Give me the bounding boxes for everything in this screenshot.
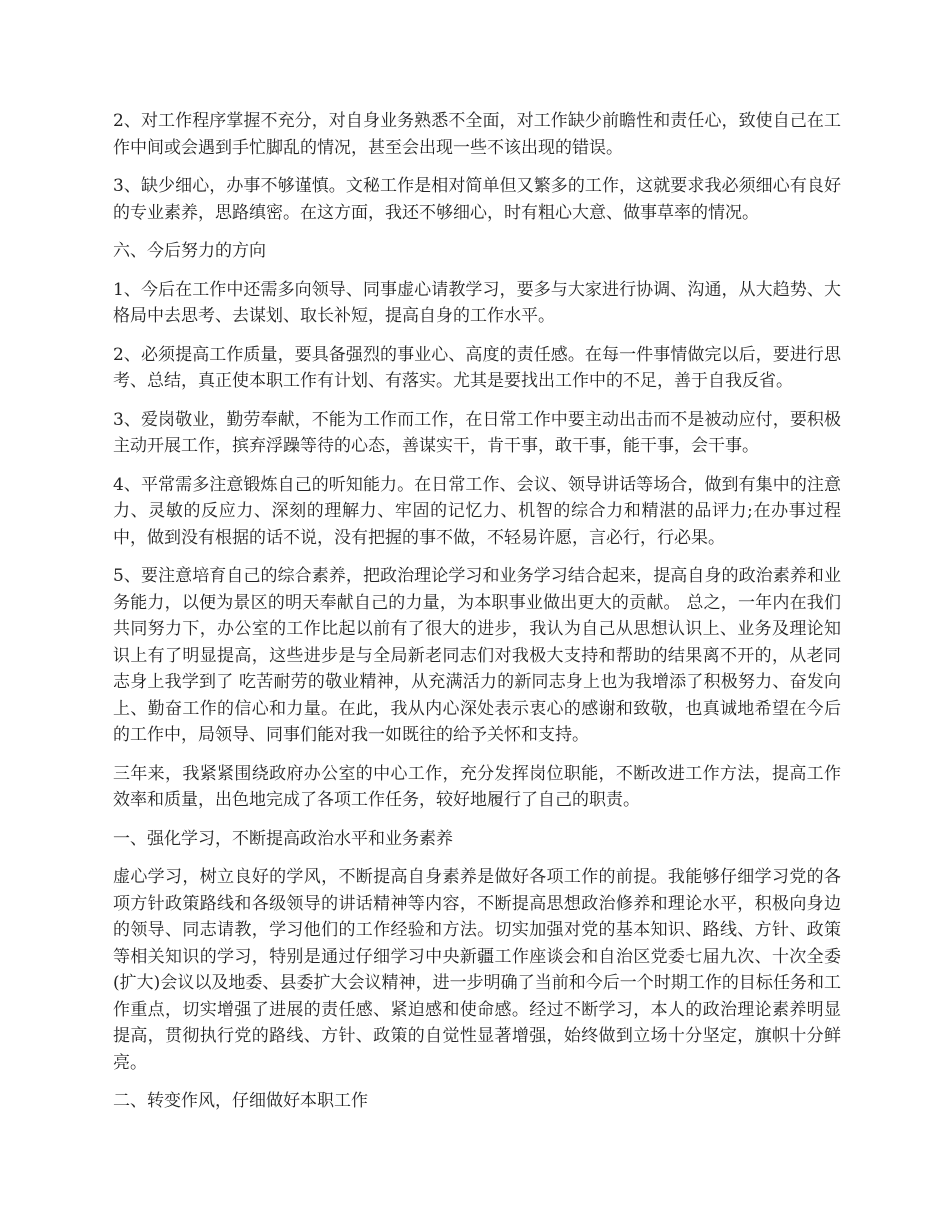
paragraph-three-years: 三年来，我紧紧围绕政府办公室的中心工作，充分发挥岗位职能，不断改进工作方法，提高工作效率和质量，出色地完成了各项工作任务，较好地履行了自己的职责。 (113, 763, 841, 810)
paragraph-direction-1: 1、今后在工作中还需多向领导、同事虚心请教学习，要多与大家进行协调、沟通，从大趋势、大格局中去思考、去谋划、取长补短，提高自身的工作水平。 (113, 279, 841, 326)
paragraph-direction-4: 4、平常需多注意锻炼自己的听知能力。在日常工作、会议、领导讲话等场合，做到有集中的注意力、灵敏的反应力、深刻的理解力、牢固的记忆力、机智的综合力和精湛的品评力;在办事过程中，做到没有根据的话不说，没有把握的事不做，不轻易许愿，言必行，行必果。 (113, 474, 841, 548)
section-heading-6: 六、今后努力的方向 (113, 241, 266, 261)
paragraph-direction-3: 3、爱岗敬业，勤劳奉献，不能为工作而工作，在日常工作中要主动出击而不是被动应付，要积极主动开展工作，摈弃浮躁等待的心态，善谋实干，肯干事，敢干事，能干事，会干事。 (113, 409, 841, 456)
section-heading-1: 一、强化学习，不断提高政治水平和业务素养 (113, 828, 453, 849)
section-heading-2: 二、转变作风，仔细做好本职工作 (113, 1091, 368, 1111)
document-page (113, 108, 841, 1127)
paragraph-direction-5: 5、要注意培育自己的综合素养，把政治理论学习和业务学习结合起来，提高自身的政治素养和业务能力，以便为景区的明天奉献自己的力量，为本职事业做出更大的贡献。 总之，一年内在我们共同努力下，办公室的工作比起以前有了很大的进步，我认为自己从思想认识上、业务及理论知识上有了明显提高，这些进步是与全局新老同志们对我极大支持和帮助的结果离不开的，从老同志身上我学到了 吃苦耐劳的敬业精神，从充满活力的新同志身上也为我增添了积极努力、奋发向上、勤奋工作的信心和力量。在此，我从内心深处表示衷心的感谢和致敬，也真诚地希望在今后的工作中，局领导、同事们能对我一如既往的给予关怀和支持。 (113, 566, 841, 745)
paragraph-direction-2: 2、必须提高工作质量，要具备强烈的事业心、高度的责任感。在每一件事情做完以后，要进行思考、总结，真正使本职工作有计划、有落实。尤其是要找出工作中的不足，善于自我反省。 (113, 344, 841, 391)
paragraph-item-2: 2、对工作程序掌握不充分，对自身业务熟悉不全面，对工作缺少前瞻性和责任心，致使自己在工作中间或会遇到手忙脚乱的情况，甚至会出现一些不该出现的错误。 (113, 111, 841, 158)
paragraph-item-3: 3、缺少细心，办事不够谨慎。文秘工作是相对简单但又繁多的工作，这就要求我必须细心有良好的专业素养，思路缜密。在这方面，我还不够细心，时有粗心大意、做事草率的情况。 (113, 176, 841, 223)
paragraph-study: 虚心学习，树立良好的学风，不断提高自身素养是做好各项工作的前提。我能够仔细学习党的各项方针政策路线和各级领导的讲话精神等内容，不断提高思想政治修养和理论水平，积极向身边的领导、同志请教，学习他们的工作经验和方法。切实加强对党的基本知识、路线、方针、政策等相关知识的学习，特别是通过仔细学习中央新疆工作座谈会和自治区党委七届九次、十次全委(扩大)会议以及地委、县委扩大会议精神，进一步明确了当前和今后一个时期工作的目标任务和工作重点，切实增强了进展的责任感、紧迫感和使命感。经过不断学习，本人的政治理论素养明显提高，贯彻执行党的路线、方针、政策的自觉性显著增强，始终做到立场十分坚定，旗帜十分鲜亮。 (113, 867, 841, 1073)
